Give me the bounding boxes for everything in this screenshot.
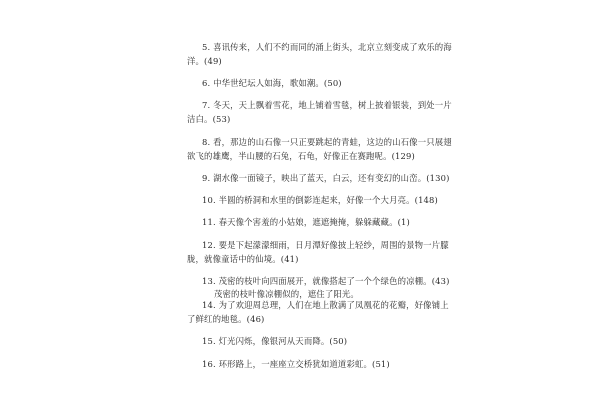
item-16-line-1: 16. 环形路上，一座座立交桥犹如道道彩虹。(51) [202, 359, 390, 369]
item-15-line-1: 15. 灯光闪烁，像银河从天而降。(50) [202, 336, 348, 346]
item-7-line-1: 7. 冬天，天上飘着雪花，地上铺着雪毯，树上披着银装，到处一片 [202, 100, 452, 110]
item-7-line-2: 洁白。(53) [187, 114, 231, 124]
item-11-line-1: 11. 春天像个害羞的小姑娘，遮遮掩掩，躲躲藏藏。(1) [202, 217, 410, 227]
item-6-line-1: 6. 中华世纪坛人如海，歌如潮。(50) [202, 78, 342, 88]
item-9-line-1: 9. 湖水像一面镜子，映出了蓝天，白云，还有变幻的山峦。(130) [202, 173, 450, 183]
item-12-line-1: 12. 要是下起濛濛细雨，日月潭好像披上轻纱，周围的景物一片朦 [202, 240, 449, 250]
item-14-line-2: 了鲜红的地毯。(46) [187, 314, 265, 324]
item-13-line-1: 13. 茂密的枝叶向四面展开，就像搭起了一个个绿色的凉棚。(43) [202, 276, 450, 286]
item-10-line-1: 10. 半圆的桥洞和水里的倒影连起来，好像一个大月亮。(148) [202, 195, 438, 205]
item-12-line-2: 胧，就像童话中的仙境。(41) [187, 254, 299, 264]
item-5-line-1: 5. 喜讯传来，人们不约而同的涌上街头，北京立刻变成了欢乐的海 [202, 42, 452, 52]
item-14-line-1: 14. 为了欢迎周总理，人们在地上散满了凤凰花的花瓣，好像铺上 [202, 300, 449, 310]
item-8-line-1: 8. 看，那边的山石像一只正要跳起的青蛙，这边的山石像一只展翅 [202, 137, 452, 147]
item-13-line-2: 茂密的枝叶像凉棚似的，遮住了阳光。 [214, 289, 359, 299]
item-5-line-2: 洋。(49) [187, 56, 222, 66]
item-8-line-2: 欲飞的雄鹰，半山腰的石兔，石龟，好像正在赛跑呢。(129) [187, 151, 415, 161]
